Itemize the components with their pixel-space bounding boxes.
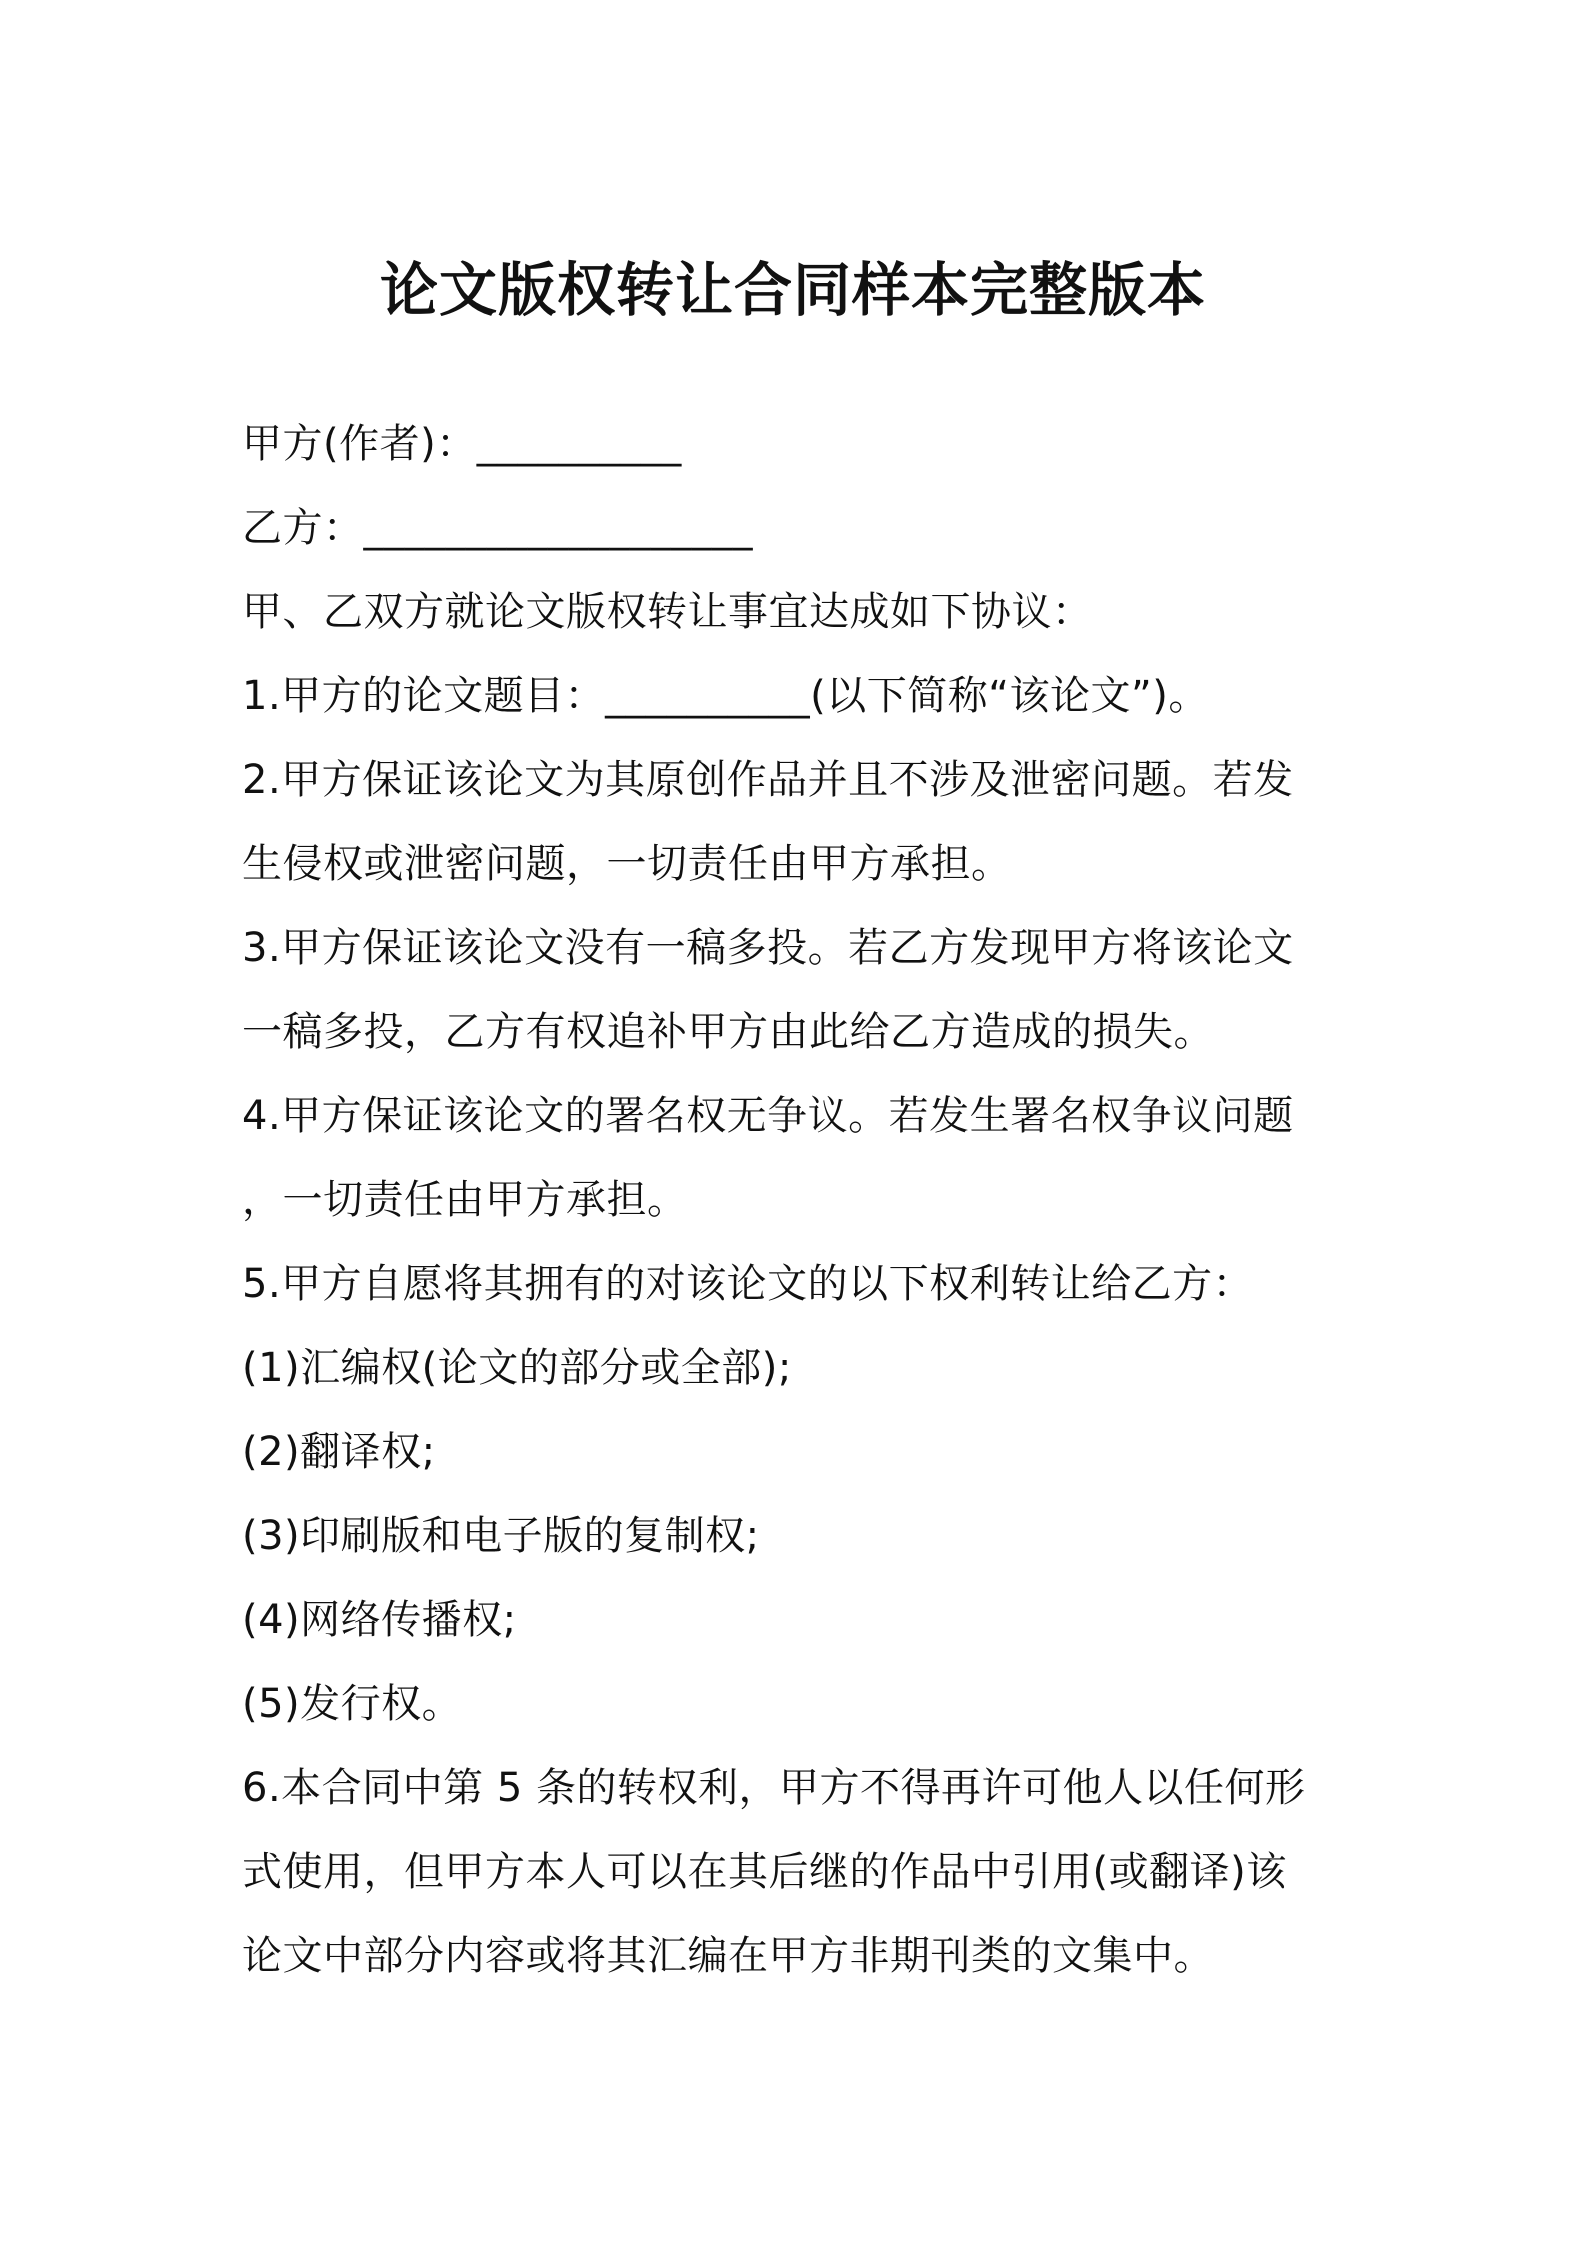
clause-2-line-2: 生侵权或泄密问题，一切责任由甲方承担。 bbox=[242, 841, 1012, 887]
document-title: 论文版权转让合同样本完整版本 bbox=[379, 256, 1206, 324]
agreement-intro-line: 甲、乙双方就论文版权转让事宜达成如下协议： bbox=[242, 589, 1093, 635]
right-item-4: (4)网络传播权; bbox=[242, 1597, 517, 1643]
clause-3-line-2: 一稿多投，乙方有权追补甲方由此给乙方造成的损失。 bbox=[242, 1009, 1214, 1055]
party-a-line: 甲方(作者)：__________ bbox=[242, 421, 682, 467]
party-b-line: 乙方：___________________ bbox=[242, 505, 753, 551]
clause-6-line-3: 论文中部分内容或将其汇编在甲方非期刊类的文集中。 bbox=[242, 1933, 1214, 1979]
clause-1-line: 1.甲方的论文题目：__________(以下简称“该论文”)。 bbox=[242, 673, 1209, 719]
right-item-5: (5)发行权。 bbox=[242, 1681, 463, 1727]
right-item-1: (1)汇编权(论文的部分或全部); bbox=[242, 1345, 792, 1391]
clause-2-line-1: 2.甲方保证该论文为其原创作品并且不涉及泄密问题。若发 bbox=[242, 757, 1294, 803]
clause-4-line-1: 4.甲方保证该论文的署名权无争议。若发生署名权争议问题 bbox=[242, 1093, 1294, 1139]
right-item-3: (3)印刷版和电子版的复制权; bbox=[242, 1513, 760, 1559]
clause-6-line-1: 6.本合同中第 5 条的转权利，甲方不得再许可他人以任何形 bbox=[242, 1765, 1306, 1811]
clause-3-line-1: 3.甲方保证该论文没有一稿多投。若乙方发现甲方将该论文 bbox=[242, 925, 1294, 971]
clause-4-line-2: ，一切责任由甲方承担。 bbox=[242, 1177, 688, 1223]
clause-6-line-2: 式使用，但甲方本人可以在其后继的作品中引用(或翻译)该 bbox=[242, 1849, 1287, 1895]
clause-5-line: 5.甲方自愿将其拥有的对该论文的以下权利转让给乙方： bbox=[242, 1261, 1254, 1307]
right-item-2: (2)翻译权; bbox=[242, 1429, 436, 1475]
